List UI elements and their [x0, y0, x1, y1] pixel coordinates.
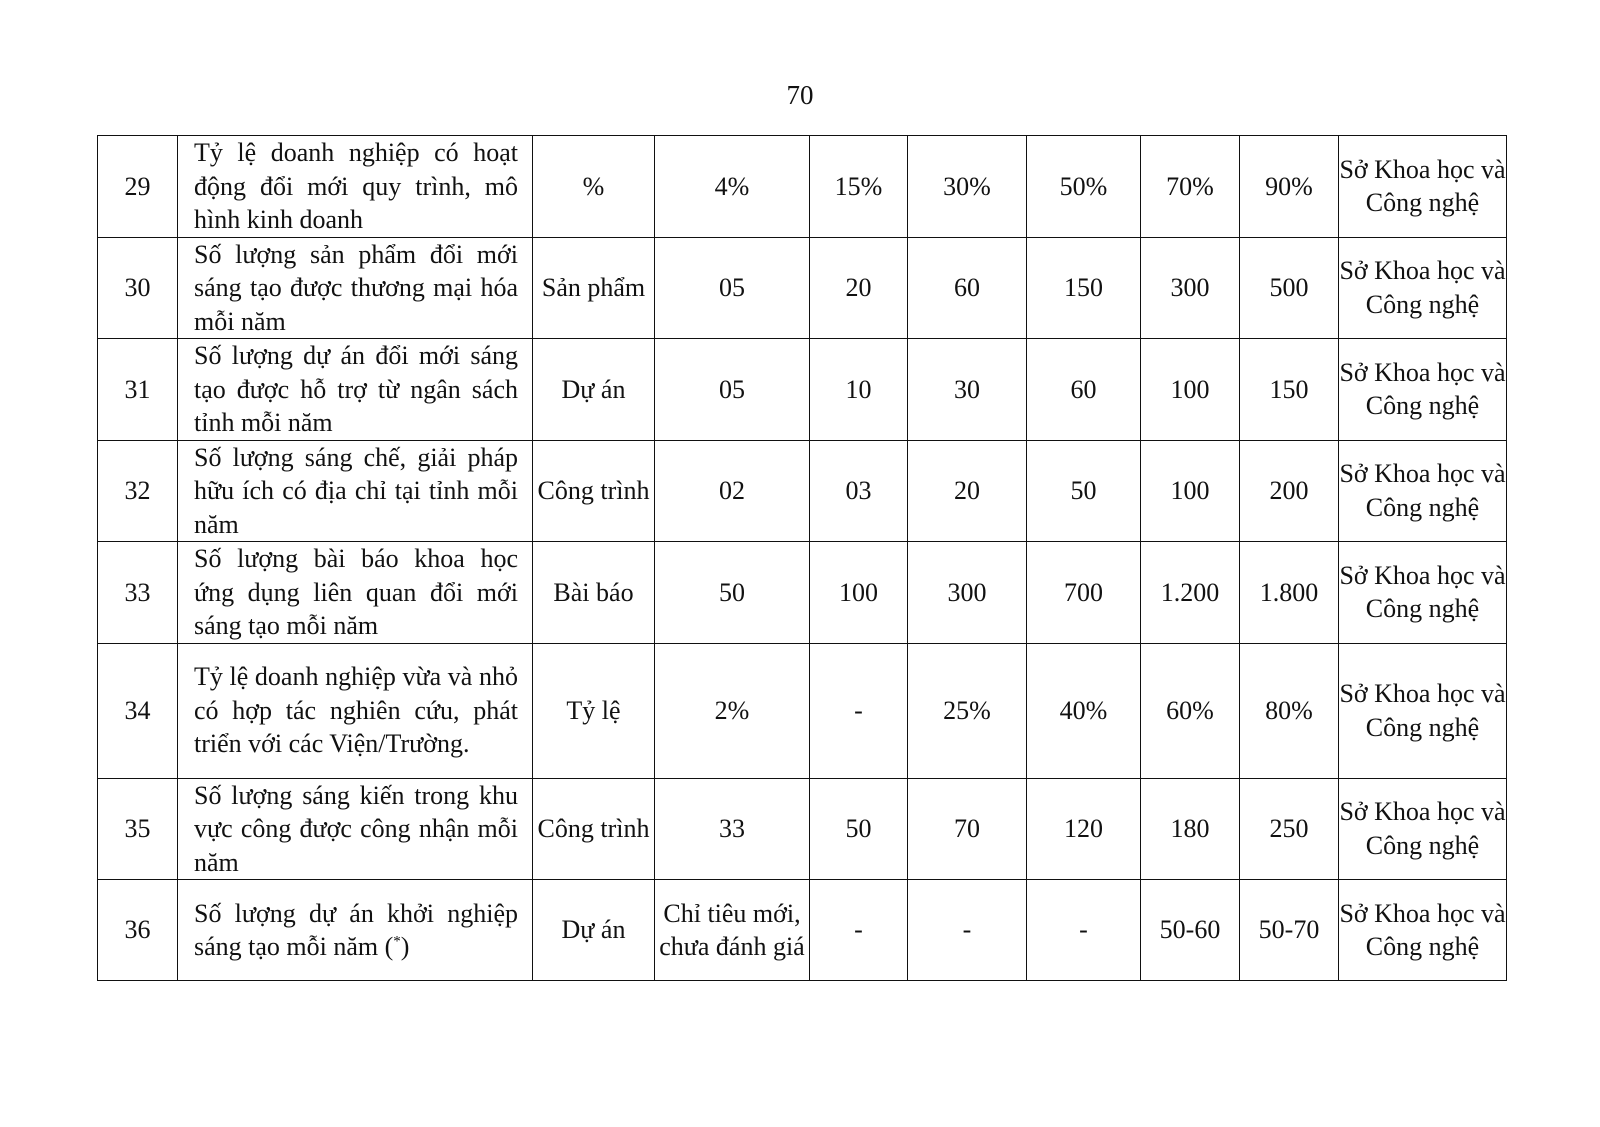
value-cell: Chỉ tiêu mới, chưa đánh giá [655, 880, 810, 981]
indicator-name: Số lượng dự án đổi mới sáng tạo được hỗ trợ từ ngân sách tỉnh mỗi năm [178, 339, 533, 441]
value-cell: 2% [655, 643, 810, 778]
value-cell: 60 [908, 237, 1027, 339]
agency-cell: Sở Khoa học và Công nghệ [1339, 136, 1507, 238]
value-cell: 80% [1240, 643, 1339, 778]
value-cell: 1.800 [1240, 542, 1339, 644]
unit-cell: Sản phẩm [533, 237, 655, 339]
value-cell: 05 [655, 339, 810, 441]
value-cell: 30% [908, 136, 1027, 238]
row-number: 32 [98, 440, 178, 542]
value-cell: 50 [810, 778, 908, 880]
unit-cell: Công trình [533, 778, 655, 880]
value-cell: 50-70 [1240, 880, 1339, 981]
agency-cell: Sở Khoa học và Công nghệ [1339, 237, 1507, 339]
value-cell: 700 [1027, 542, 1141, 644]
agency-cell: Sở Khoa học và Công nghệ [1339, 643, 1507, 778]
page-number: 70 [786, 80, 814, 110]
value-cell: 60 [1027, 339, 1141, 441]
value-cell: - [810, 880, 908, 981]
value-cell: 150 [1027, 237, 1141, 339]
indicator-name: Tỷ lệ doanh nghiệp có hoạt động đổi mới quy trình, mô hình kinh doanh [178, 136, 533, 238]
row-number: 29 [98, 136, 178, 238]
table-row [98, 880, 1507, 981]
value-cell: 20 [908, 440, 1027, 542]
value-cell: 03 [810, 440, 908, 542]
value-cell: 100 [1141, 339, 1240, 441]
table-row [98, 237, 1507, 339]
table-row [98, 542, 1507, 644]
agency-cell: Sở Khoa học và Công nghệ [1339, 440, 1507, 542]
row-number: 35 [98, 778, 178, 880]
unit-cell: Tỷ lệ [533, 643, 655, 778]
value-cell: 70 [908, 778, 1027, 880]
value-cell: 50% [1027, 136, 1141, 238]
agency-cell: Sở Khoa học và Công nghệ [1339, 880, 1507, 981]
value-cell: - [810, 643, 908, 778]
table-row [98, 643, 1507, 778]
value-cell: 05 [655, 237, 810, 339]
indicator-name: Số lượng sản phẩm đổi mới sáng tạo được thương mại hóa mỗi năm [178, 237, 533, 339]
row-number: 31 [98, 339, 178, 441]
row-number: 30 [98, 237, 178, 339]
value-cell: 60% [1141, 643, 1240, 778]
value-cell: 50 [1027, 440, 1141, 542]
value-cell: 70% [1141, 136, 1240, 238]
value-cell: 10 [810, 339, 908, 441]
agency-cell: Sở Khoa học và Công nghệ [1339, 339, 1507, 441]
value-cell: - [908, 880, 1027, 981]
value-cell: 50-60 [1141, 880, 1240, 981]
table-row [98, 778, 1507, 880]
value-cell: 100 [1141, 440, 1240, 542]
value-cell: 1.200 [1141, 542, 1240, 644]
row-number: 36 [98, 880, 178, 981]
unit-cell: Công trình [533, 440, 655, 542]
agency-cell: Sở Khoa học và Công nghệ [1339, 542, 1507, 644]
unit-cell: Dự án [533, 339, 655, 441]
indicator-table [97, 135, 1507, 981]
indicator-name: Số lượng sáng chế, giải pháp hữu ích có địa chỉ tại tỉnh mỗi năm [178, 440, 533, 542]
value-cell: 33 [655, 778, 810, 880]
table-row [98, 339, 1507, 441]
unit-cell: Bài báo [533, 542, 655, 644]
unit-cell: Dự án [533, 880, 655, 981]
indicator-name-text: Số lượng dự án khởi nghiệp sáng tạo mỗi năm ( [194, 898, 518, 961]
value-cell: 20 [810, 237, 908, 339]
value-cell: 180 [1141, 778, 1240, 880]
row-number: 33 [98, 542, 178, 644]
unit-cell: % [533, 136, 655, 238]
value-cell: 300 [1141, 237, 1240, 339]
value-cell: 02 [655, 440, 810, 542]
value-cell: 100 [810, 542, 908, 644]
indicator-name: Số lượng bài báo khoa học ứng dụng liên quan đổi mới sáng tạo mỗi năm [178, 542, 533, 644]
value-cell: 150 [1240, 339, 1339, 441]
footnote-marker: * [393, 933, 401, 950]
value-cell: 90% [1240, 136, 1339, 238]
value-cell: 200 [1240, 440, 1339, 542]
indicator-name [178, 880, 533, 981]
value-cell: 4% [655, 136, 810, 238]
value-cell: 500 [1240, 237, 1339, 339]
value-cell: 300 [908, 542, 1027, 644]
agency-cell: Sở Khoa học và Công nghệ [1339, 778, 1507, 880]
indicator-name-tail: ) [400, 932, 410, 961]
value-cell: 25% [908, 643, 1027, 778]
table-row [98, 440, 1507, 542]
value-cell: 50 [655, 542, 810, 644]
value-cell: 30 [908, 339, 1027, 441]
indicator-name: Số lượng sáng kiến trong khu vực công được công nhận mỗi năm [178, 778, 533, 880]
value-cell: - [1027, 880, 1141, 981]
row-number: 34 [98, 643, 178, 778]
table-row [98, 136, 1507, 238]
value-cell: 15% [810, 136, 908, 238]
value-cell: 40% [1027, 643, 1141, 778]
value-cell: 120 [1027, 778, 1141, 880]
indicator-name: Tỷ lệ doanh nghiệp vừa và nhỏ có hợp tác nghiên cứu, phát triển với các Viện/Trường. [178, 643, 533, 778]
value-cell: 250 [1240, 778, 1339, 880]
